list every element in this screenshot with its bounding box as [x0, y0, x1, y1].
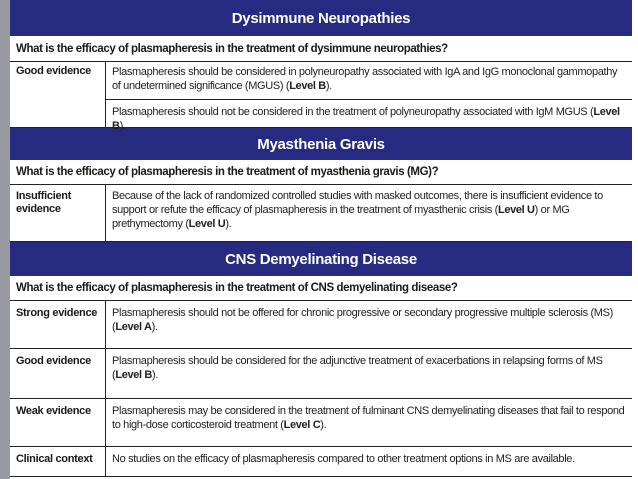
- level-badge: Level B: [289, 80, 326, 92]
- page-right-edge: [632, 0, 638, 479]
- evidence-label: Insufficient evidence: [10, 185, 106, 241]
- recommendation-text: No studies on the efficacy of plasmapheresis compared to other treatment options in MS are available.: [112, 453, 575, 465]
- evidence-label: Good evidence: [10, 62, 106, 127]
- page-left-edge: [0, 0, 10, 479]
- level-badge: Level C: [283, 419, 321, 431]
- section-title: Dysimmune Neuropathies: [10, 0, 632, 36]
- section-question: What is the efficacy of plasmapheresis in the treatment of CNS demyelinating disease?: [10, 276, 632, 301]
- level-badge: Level U: [188, 218, 226, 230]
- recommendations: [106, 301, 632, 348]
- recommendations: [106, 349, 632, 398]
- evidence-row: [10, 447, 632, 477]
- recommendations: [106, 399, 632, 446]
- evidence-row: [10, 301, 632, 349]
- guideline-table: [10, 0, 632, 477]
- level-badge: Level B: [115, 369, 153, 381]
- evidence-row: [10, 349, 632, 399]
- recommendation-text: Plasmapheresis should be considered in polyneuropathy associated with IgA and IgG monoclonal gammopathy of undetermined significance (MGUS) (Level B).: [112, 66, 618, 92]
- evidence-row: [10, 399, 632, 447]
- recommendation-text: Plasmapheresis should be considered for the adjunctive treatment of exacerbations in relapsing forms of MS (Level B).: [112, 355, 603, 381]
- recommendation-text: Because of the lack of randomized controlled studies with masked outcomes, there is insufficient evidence to support or refute the efficacy of plasmapheresis in the treatment of myasthenic crisis (Level U) or MG prethymectomy (Level U).: [112, 190, 603, 230]
- recommendations: [106, 62, 632, 132]
- evidence-label: Clinical context: [10, 447, 106, 476]
- evidence-row: [10, 185, 632, 242]
- recommendations: [106, 447, 632, 476]
- recommendation-text: Plasmapheresis should not be considered in the treatment of polyneuropathy associated with IgM MGUS (Level B).: [106, 99, 632, 127]
- recommendation-text: Plasmapheresis may be considered in the treatment of fulminant CNS demyelinating diseases that fail to respond to high-dose corticosteroid treatment (Level C).: [112, 405, 625, 431]
- evidence-label: Strong evidence: [10, 301, 106, 348]
- level-badge: Level U: [497, 204, 535, 216]
- section-question: What is the efficacy of plasmapheresis in the treatment of dysimmune neuropathies?: [10, 36, 632, 62]
- section-title: CNS Demyelinating Disease: [10, 242, 632, 276]
- evidence-label: Good evidence: [10, 349, 106, 398]
- recommendation-text: Plasmapheresis should not be offered for chronic progressive or secondary progressive multiple sclerosis (MS) (Level A).: [112, 307, 613, 333]
- level-badge: Level B: [112, 106, 620, 132]
- evidence-row: [10, 62, 632, 132]
- recommendations: [106, 185, 632, 241]
- evidence-label: Weak evidence: [10, 399, 106, 446]
- section-question: What is the efficacy of plasmapheresis in the treatment of myasthenia gravis (MG)?: [10, 160, 632, 185]
- level-badge: Level A: [115, 321, 152, 333]
- section-title: Myasthenia Gravis: [10, 128, 632, 160]
